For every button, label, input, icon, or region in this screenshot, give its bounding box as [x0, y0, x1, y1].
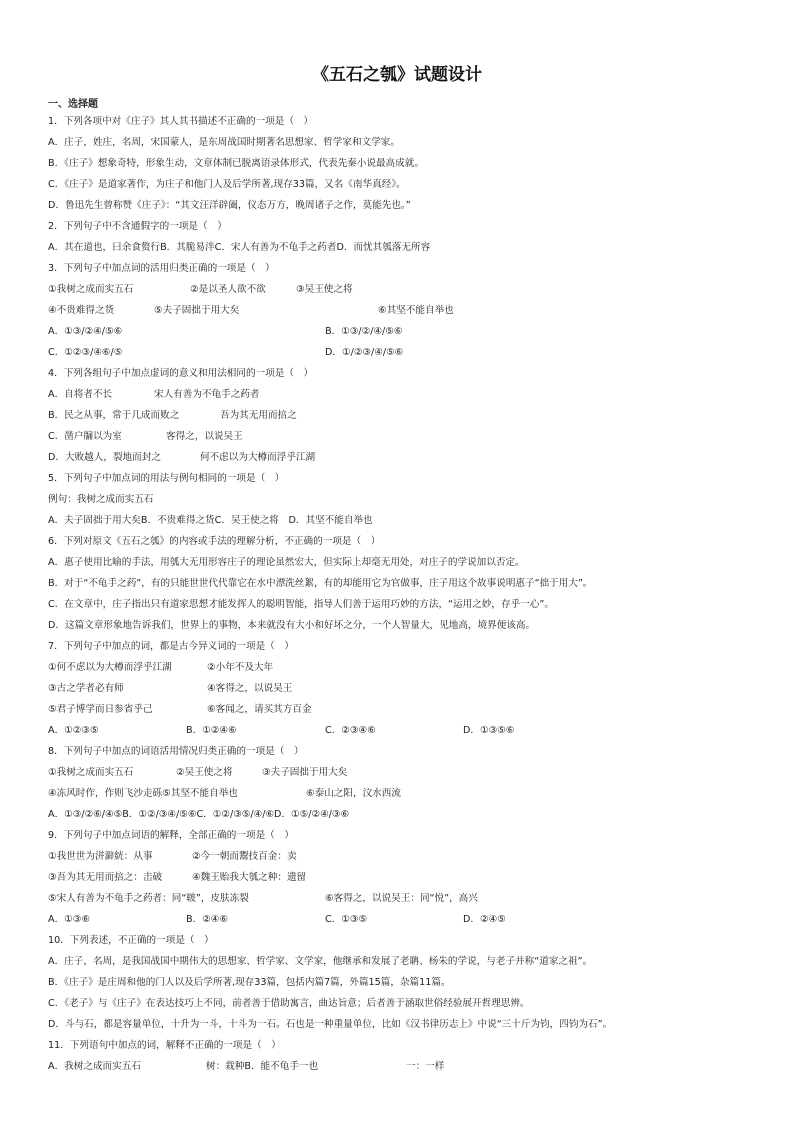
text-segment: A．①③⑥: [48, 914, 90, 925]
text-line: A．①③/②⑥/④⑤B．①②/③④/⑤⑥C．①②/③⑤/④/⑥D．①⑤/②④/③⑥: [48, 809, 350, 820]
text-segment: 吾为其无用而掊之: [220, 410, 297, 421]
text-segment: ①我世世为洴澼絖：从事: [48, 851, 153, 862]
page-title: 《五石之瓠》试题设计: [312, 65, 482, 85]
text-line: B．《庄子》是庄周和他的门人以及后学所著,现存33篇，包括内篇7篇，外篇15篇，杂篇11篇。: [48, 977, 451, 988]
text-line: 10．下列表述，不正确的一项是（ ）: [48, 935, 214, 946]
text-segment: A．自将者不长: [48, 389, 113, 400]
text-segment: ④魏王贻我大瓠之种：遗留: [192, 872, 307, 883]
text-line: A．其在道也，曰余食赘行B．其脆易泮C．宋人有善为不龟手之药者D．而忧其瓠落无所容: [48, 242, 431, 253]
text-segment: A．我树之成而实五石: [48, 1061, 141, 1072]
text-line: D．斗与石，都是容量单位，十升为一斗，十斗为一石。石也是一种重量单位，比如《汉书律历志上》中说“三十斤为钧，四钧为石”。: [48, 1019, 613, 1030]
text-line: [48, 850, 748, 864]
text-line: [48, 682, 748, 696]
text-line: 例句：我树之成而实五石: [48, 494, 154, 505]
text-line: [48, 787, 748, 801]
text-segment: ⑥客闻之，请买其方百金: [207, 704, 312, 715]
text-segment: B．民之从事，常于几成而败之: [48, 410, 180, 421]
text-segment: C．②③④⑥: [325, 725, 376, 736]
text-segment: ④不贵难得之货: [48, 305, 115, 316]
text-line: 1．下列各项中对《庄子》其人其书描述不正确的一项是（ ）: [48, 116, 314, 127]
text-line: A．夫子固拙于用大矣B．不贵难得之货C．吴王使之将 D．其坚不能自举也: [48, 515, 373, 526]
text-segment: A．①②③⑤: [48, 725, 99, 736]
text-segment: ③古之学者必有师: [48, 683, 124, 694]
text-line: 11．下列语句中加点的词，解释不正确的一项是（ ）: [48, 1040, 281, 1051]
text-segment: ②小年不及大年: [207, 662, 274, 673]
text-line: [48, 346, 748, 360]
text-segment: ⑤夫子固拙于用大矣: [154, 305, 240, 316]
text-segment: C．①③⑤: [325, 914, 368, 925]
text-line: A．庄子，姓庄，名周，宋国蒙人，是东周战国时期著名思想家、哲学家和文学家。: [48, 137, 400, 148]
text-line: [48, 409, 748, 423]
text-line: [48, 430, 748, 444]
text-segment: ①我树之成而实五石: [48, 284, 134, 295]
text-line: [48, 913, 748, 927]
text-segment: ②是以圣人欲不欲: [190, 284, 266, 295]
text-line: [48, 703, 748, 717]
text-segment: 树：栽种B．能不龟手一也: [206, 1061, 319, 1072]
text-line: 9．下列句子中加点词语的解释，全部正确的一项是（ ）: [48, 830, 294, 841]
text-line: [48, 451, 748, 465]
text-segment: ①何不虑以为大樽而浮乎江湖: [48, 662, 172, 673]
text-segment: ②吴王使之将: [176, 767, 233, 778]
text-segment: ③吾为其无用而掊之：击破: [48, 872, 163, 883]
text-segment: ③夫子固拙于用大矣: [262, 767, 348, 778]
text-segment: ⑤宋人有善为不龟手之药者：同“皲”，皮肤冻裂: [48, 893, 249, 904]
text-segment: ③吴王使之将: [296, 284, 353, 295]
text-line: 7．下列句子中加点的词，都是古今异义词的一项是（ ）: [48, 641, 294, 652]
text-line: C．在文章中，庄子指出只有道家思想才能发挥人的聪明智能，指导人们善于运用巧妙的方法，“运用之妙，存乎一心”。: [48, 599, 554, 610]
text-segment: B．②④⑥: [186, 914, 228, 925]
text-segment: D．①/②③/④/⑤⑥: [325, 347, 404, 358]
text-line: C．《庄子》是道家著作，为庄子和他门人及后学所著,现存33篇，又名《南华真经》。: [48, 179, 406, 190]
text-segment: 客得之，以说吴王: [166, 431, 243, 442]
text-line: [48, 1060, 748, 1074]
text-line: [48, 304, 748, 318]
text-segment: ⑥客得之，以说吴王：同“悦”，高兴: [325, 893, 478, 904]
text-line: D．鲁迅先生曾称赞《庄子》：“其文汪洋辟阖，仪态万方，晚周诸子之作，莫能先也。”: [48, 200, 411, 211]
text-line: [48, 871, 748, 885]
text-segment: 一：一样: [406, 1061, 445, 1072]
text-segment: ⑥泰山之阳，汶水西流: [306, 788, 401, 799]
text-line: 5．下列句子中加点词的用法与例句相同的一项是（ ）: [48, 473, 285, 484]
text-segment: C．①②③/④⑥/⑤: [48, 347, 123, 358]
text-line: [48, 661, 748, 675]
text-line: [48, 724, 748, 738]
text-line: B．《庄子》想象奇特，形象生动，文章体制已脱离语录体形式，代表先秦小说最高成就。: [48, 158, 424, 169]
text-line: 4．下列各组句子中加点虚词的意义和用法相同的一项是（ ）: [48, 368, 314, 379]
text-segment: C．凿户牖以为室: [48, 431, 122, 442]
text-line: 6．下列对原文《五石之瓠》的内容或手法的理解分析，不正确的一项是（ ）: [48, 536, 381, 547]
text-segment: ②今一朝而鬻技百金：卖: [192, 851, 297, 862]
text-line: 2．下列句子中不含通假字的一项是（ ）: [48, 221, 227, 232]
text-line: D．这篇文章形象地告诉我们，世界上的事物，本来就没有大小和好坏之分，一个人智量大，见地高，境界便该高。: [48, 620, 536, 631]
text-line: [48, 388, 748, 402]
text-segment: D．①③⑤⑥: [463, 725, 515, 736]
text-segment: A．①③/②④/⑤⑥: [48, 326, 123, 337]
text-segment: B．①②④⑥: [186, 725, 237, 736]
text-line: 3．下列句子中加点词的活用归类正确的一项是（ ）: [48, 263, 275, 274]
text-line: A．庄子，名周，是我国战国中期伟大的思想家、哲学家、文学家，他继承和发展了老聃、杨朱的学说，与老子并称“道家之祖”。: [48, 956, 593, 967]
text-line: [48, 325, 748, 339]
text-line: [48, 766, 748, 780]
text-segment: 宋人有善为不龟手之药者: [154, 389, 260, 400]
text-line: C．《老子》与《庄子》在表达技巧上不同，前者善于借助寓言，曲达旨意；后者善于涵取世俗经验展开哲理思辨。: [48, 998, 530, 1009]
text-line: [48, 892, 748, 906]
text-segment: ⑥其坚不能自举也: [378, 305, 454, 316]
text-line: A．惠子使用比喻的手法，用瓠大无用形容庄子的理论虽然宏大，但实际上却毫无用处，对庄子的学说加以否定。: [48, 557, 525, 568]
text-line: 8．下列句子中加点的词语活用情况归类正确的一项是（ ）: [48, 746, 304, 757]
text-segment: D．②④⑤: [463, 914, 506, 925]
text-segment: B．①③/②/④/⑤⑥: [325, 326, 403, 337]
text-segment: ⑤君子博学而日参省乎己: [48, 704, 153, 715]
text-segment: D．大败越人，裂地而封之: [48, 452, 161, 463]
text-line: [48, 283, 748, 297]
text-segment: ①我树之成而实五石: [48, 767, 134, 778]
section-heading: 一、选择题: [48, 99, 98, 110]
text-segment: 何不虑以为大樽而浮乎江湖: [200, 452, 316, 463]
text-line: B．对于“不龟手之药”，有的只能世世代代靠它在水中漂洗丝絮，有的却能用它为官做事，庄子用这个故事说明惠子“拙于用大”。: [48, 578, 593, 589]
text-segment: ④客得之，以说吴王: [207, 683, 293, 694]
text-segment: ④冻风时作，作则飞沙走砾⑤其坚不能自举也: [48, 788, 238, 799]
